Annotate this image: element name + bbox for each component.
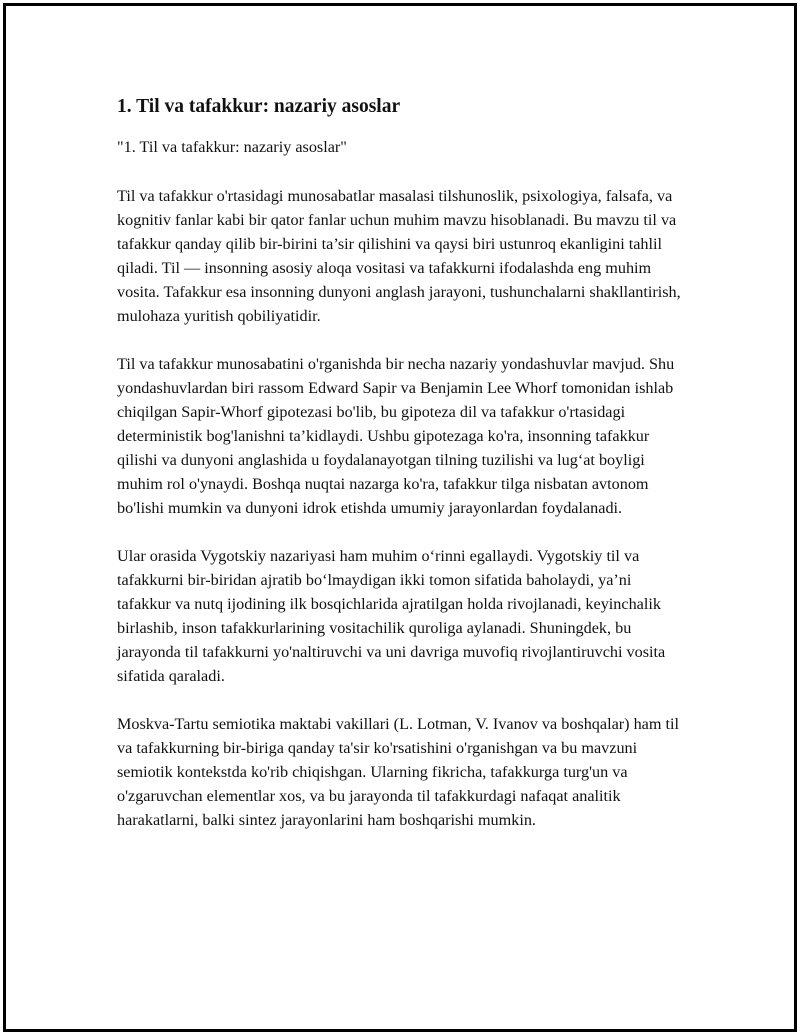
page-title: 1. Til va tafakkur: nazariy asoslar — [117, 96, 401, 117]
paragraph-3: Ular orasida Vygotskiy nazariyasi ham muhim o‘rinni egallaydi. Vygotskiy til va tafakkurni bir-biridan ajratib bo‘lmaydigan ikki tomon sifatida baholaydi, ya’ni tafakkur va nutq ijodining ilk bosqichlarida ajratilgan holda rivojlanadi, keyinchalik birlashib, inson tafakkurlarining vositachilik quroliga aylanadi. Shuningdek, bu jarayonda til tafakkurni yo'naltiruvchi va uni davriga muvofiq rivojlantiruvchi vosita sifatida qaraladi. — [117, 547, 666, 685]
paragraph-2: Til va tafakkur munosabatini o'rganishda bir necha nazariy yondashuvlar mavjud. Shu yondashuvlardan biri rassom Edward Sapir va Benjamin Lee Whorf tomonidan ishlab chiqilgan Sapir-Whorf gipotezasi bo'lib, bu gipoteza dil va tafakkur o'rtasidagi deterministik bog'lanishni ta’kidlaydi. Ushbu gipotezaga ko'ra, insonning tafakkur qilishi va dunyoni anglashida u foydalanayotgan tilning tuzilishi va lug‘at boyligi muhim rol o'ynaydi. Boshqa nuqtai nazarga ko'ra, tafakkur tilga nisbatan avtonom bo'lishi mumkin va dunyoni idrok etishda umumiy jarayonlardan foydalanadi. — [117, 355, 675, 517]
paragraph-4: Moskva-Tartu semiotika maktabi vakillari (L. Lotman, V. Ivanov va boshqalar) ham til va tafakkurning bir-biriga qanday ta'sir ko'rsatishini o'rganishgan va bu mavzuni semiotik kontekstda ko'rib chiqishgan. Ularning fikricha, tafakkurga turg'un va o'zgaruvchan elementlar xos, va bu jarayonda til tafakkurdagi nafaqat analitik harakatlarni, balki sintez jarayonlarini ham boshqarishi mumkin. — [117, 715, 679, 829]
page-subtitle: "1. Til va tafakkur: nazariy asoslar" — [117, 138, 347, 156]
document-body — [117, 93, 687, 856]
paragraph-1: Til va tafakkur o'rtasidagi munosabatlar masalasi tilshunoslik, psixologiya, falsafa, va kognitiv fanlar kabi bir qator fanlar uchun muhim mavzu hisoblanadi. Bu mavzu til va tafakkur qanday qilib bir-birini ta’sir qilishini va qaysi biri ustunroq ekanligini tahlil qiladi. Til — insonning asosiy aloqa vositasi va tafakkurni ifodalashda eng muhim vosita. Tafakkur esa insonning dunyoni anglash jarayoni, tushunchalarni shakllantirish, mulohaza yuritish qobiliyatidir. — [117, 187, 681, 325]
